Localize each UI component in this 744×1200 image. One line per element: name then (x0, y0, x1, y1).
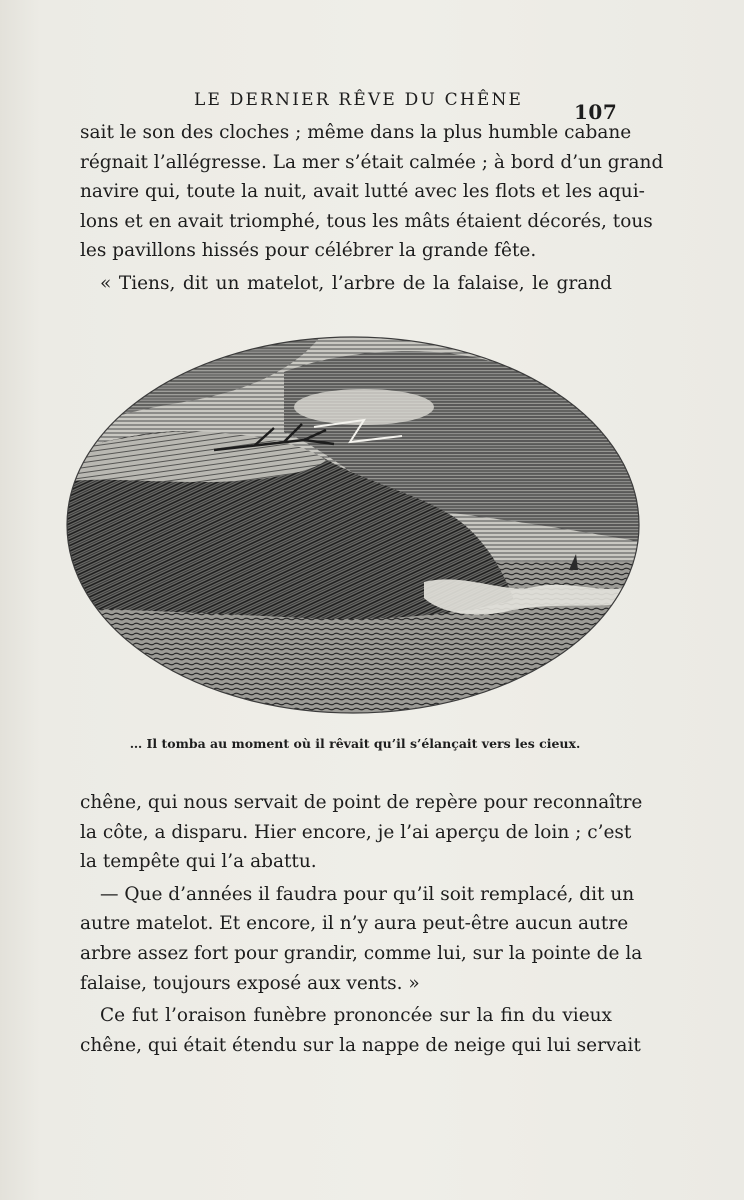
page-number: 107 (574, 100, 618, 124)
top-paragraph (80, 118, 664, 299)
text-line: falaise, toujours exposé aux vents. » (80, 972, 420, 994)
text-line: autre matelot. Et encore, il n’y aura peut-être aucun autre (80, 913, 629, 935)
text-line: sait le son des cloches ; même dans la plus humble cabane (80, 122, 632, 143)
text-line: Ce fut l’oraison funèbre prononcée sur la fin du vieux (100, 1005, 612, 1027)
bottom-paragraph (80, 788, 643, 1060)
text-line: « Tiens, dit un matelot, l’arbre de la falaise, le grand (100, 272, 612, 294)
text-line: régnait l’allégresse. La mer s’était calmée ; à bord d’un grand (80, 151, 664, 173)
text-line: la tempête qui l’a abattu. (80, 851, 317, 873)
running-title: LE DERNIER RÊVE DU CHÊNE (194, 90, 524, 110)
text-line: les pavillons hissés pour célébrer la grande fête. (80, 240, 537, 262)
storm-cliff-engraving (64, 332, 642, 718)
text-line: lons et en avait triomphé, tous les mâts étaient décorés, tous (80, 210, 653, 232)
text-line: chêne, qui était étendu sur la nappe de neige qui lui servait (80, 1034, 641, 1056)
text-line: navire qui, toute la nuit, avait lutté avec les flots et les aqui- (80, 181, 645, 203)
text-line: chêne, qui nous servait de point de repère pour reconnaître (80, 792, 643, 813)
text-line: arbre assez fort pour grandir, comme lui, sur la pointe de la (80, 942, 643, 964)
text-line: la côte, a disparu. Hier encore, je l’ai aperçu de loin ; c’est (80, 821, 632, 843)
text-line: — Que d’années il faudra pour qu’il soit remplacé, dit un (100, 883, 635, 905)
illustration-caption: … Il tomba au moment où il rêvait qu’il s’élançait vers les cieux. (129, 736, 581, 751)
engraving-illustration (64, 332, 642, 718)
